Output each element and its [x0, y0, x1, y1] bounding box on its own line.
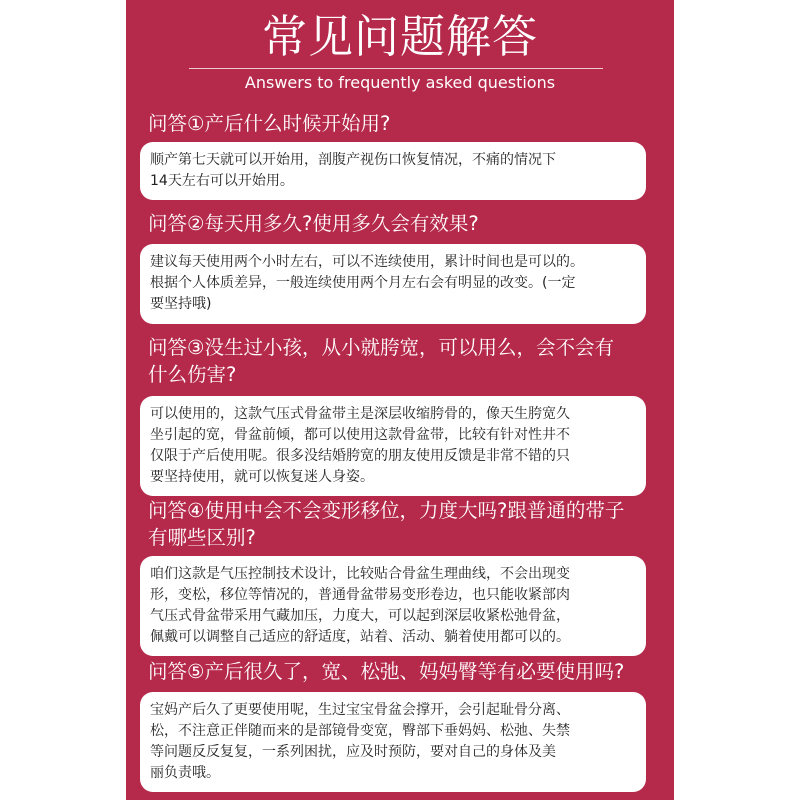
faq-answer-5: 宝妈产后久了更要使用呢，生过宝宝骨盆会撑开，会引起耻骨分离、 松，不注意正伴随而来的是部镜骨变宽，臀部下垂妈妈、松弛、失禁 等问题反反复复，一系列困扰，应及时预防，要对自己的身体及美 丽负责哦。: [140, 692, 646, 792]
title-divider: [189, 68, 603, 69]
page-title: 常见问题解答: [261, 10, 538, 63]
faq-panel: [126, 0, 674, 800]
faq-answer-4: 咱们这款是气压控制技术设计，比较贴合骨盆生理曲线，不会出现变 形，变松，移位等情况的，普通骨盆带易变形卷边，也只能收紧部肉 气压式骨盆带采用气藏加压，力度大，可以起到深层收紧松弛骨盆， 佩戴可以调整自己适应的舒适度，站着、活动、躺着使用都可以的。: [140, 556, 646, 656]
faq-question-1: 问答①产后什么时候开始用?: [148, 112, 391, 135]
faq-question-2: 问答②每天用多久?使用多久会有效果?: [148, 212, 479, 235]
faq-answer-1: 顺产第七天就可以开始用，剖腹产视伤口恢复情况，不痛的情况下 14天左右可以开始用。: [140, 142, 646, 200]
faq-question-5: 问答⑤产后很久了，宽、松弛、妈妈臀等有必要使用吗?: [148, 660, 625, 683]
page-subtitle: Answers to frequently asked questions: [244, 73, 556, 92]
faq-question-3: 问答③没生过小孩，从小就胯宽，可以用么，会不会有 什么伤害?: [148, 336, 614, 386]
faq-question-4: 问答④使用中会不会变形移位，力度大吗?跟普通的带子 有哪些区别?: [148, 499, 625, 549]
faq-answer-2: 建议每天使用两个小时左右，可以不连续使用，累计时间也是可以的。 根据个人体质差异，一般连续使用两个月左右会有明显的改变。(一定 要坚持哦): [140, 244, 646, 324]
faq-answer-3: 可以使用的，这款气压式骨盆带主是深层收缩胯骨的，像天生胯宽久 坐引起的宽，骨盆前倾，都可以使用这款骨盆带，比较有针对性井不 仅限于产后使用呢。很多没结婚胯宽的朋友使用反馈是非常不错的只 要坚持使用，就可以恢复迷人身姿。: [140, 396, 646, 496]
